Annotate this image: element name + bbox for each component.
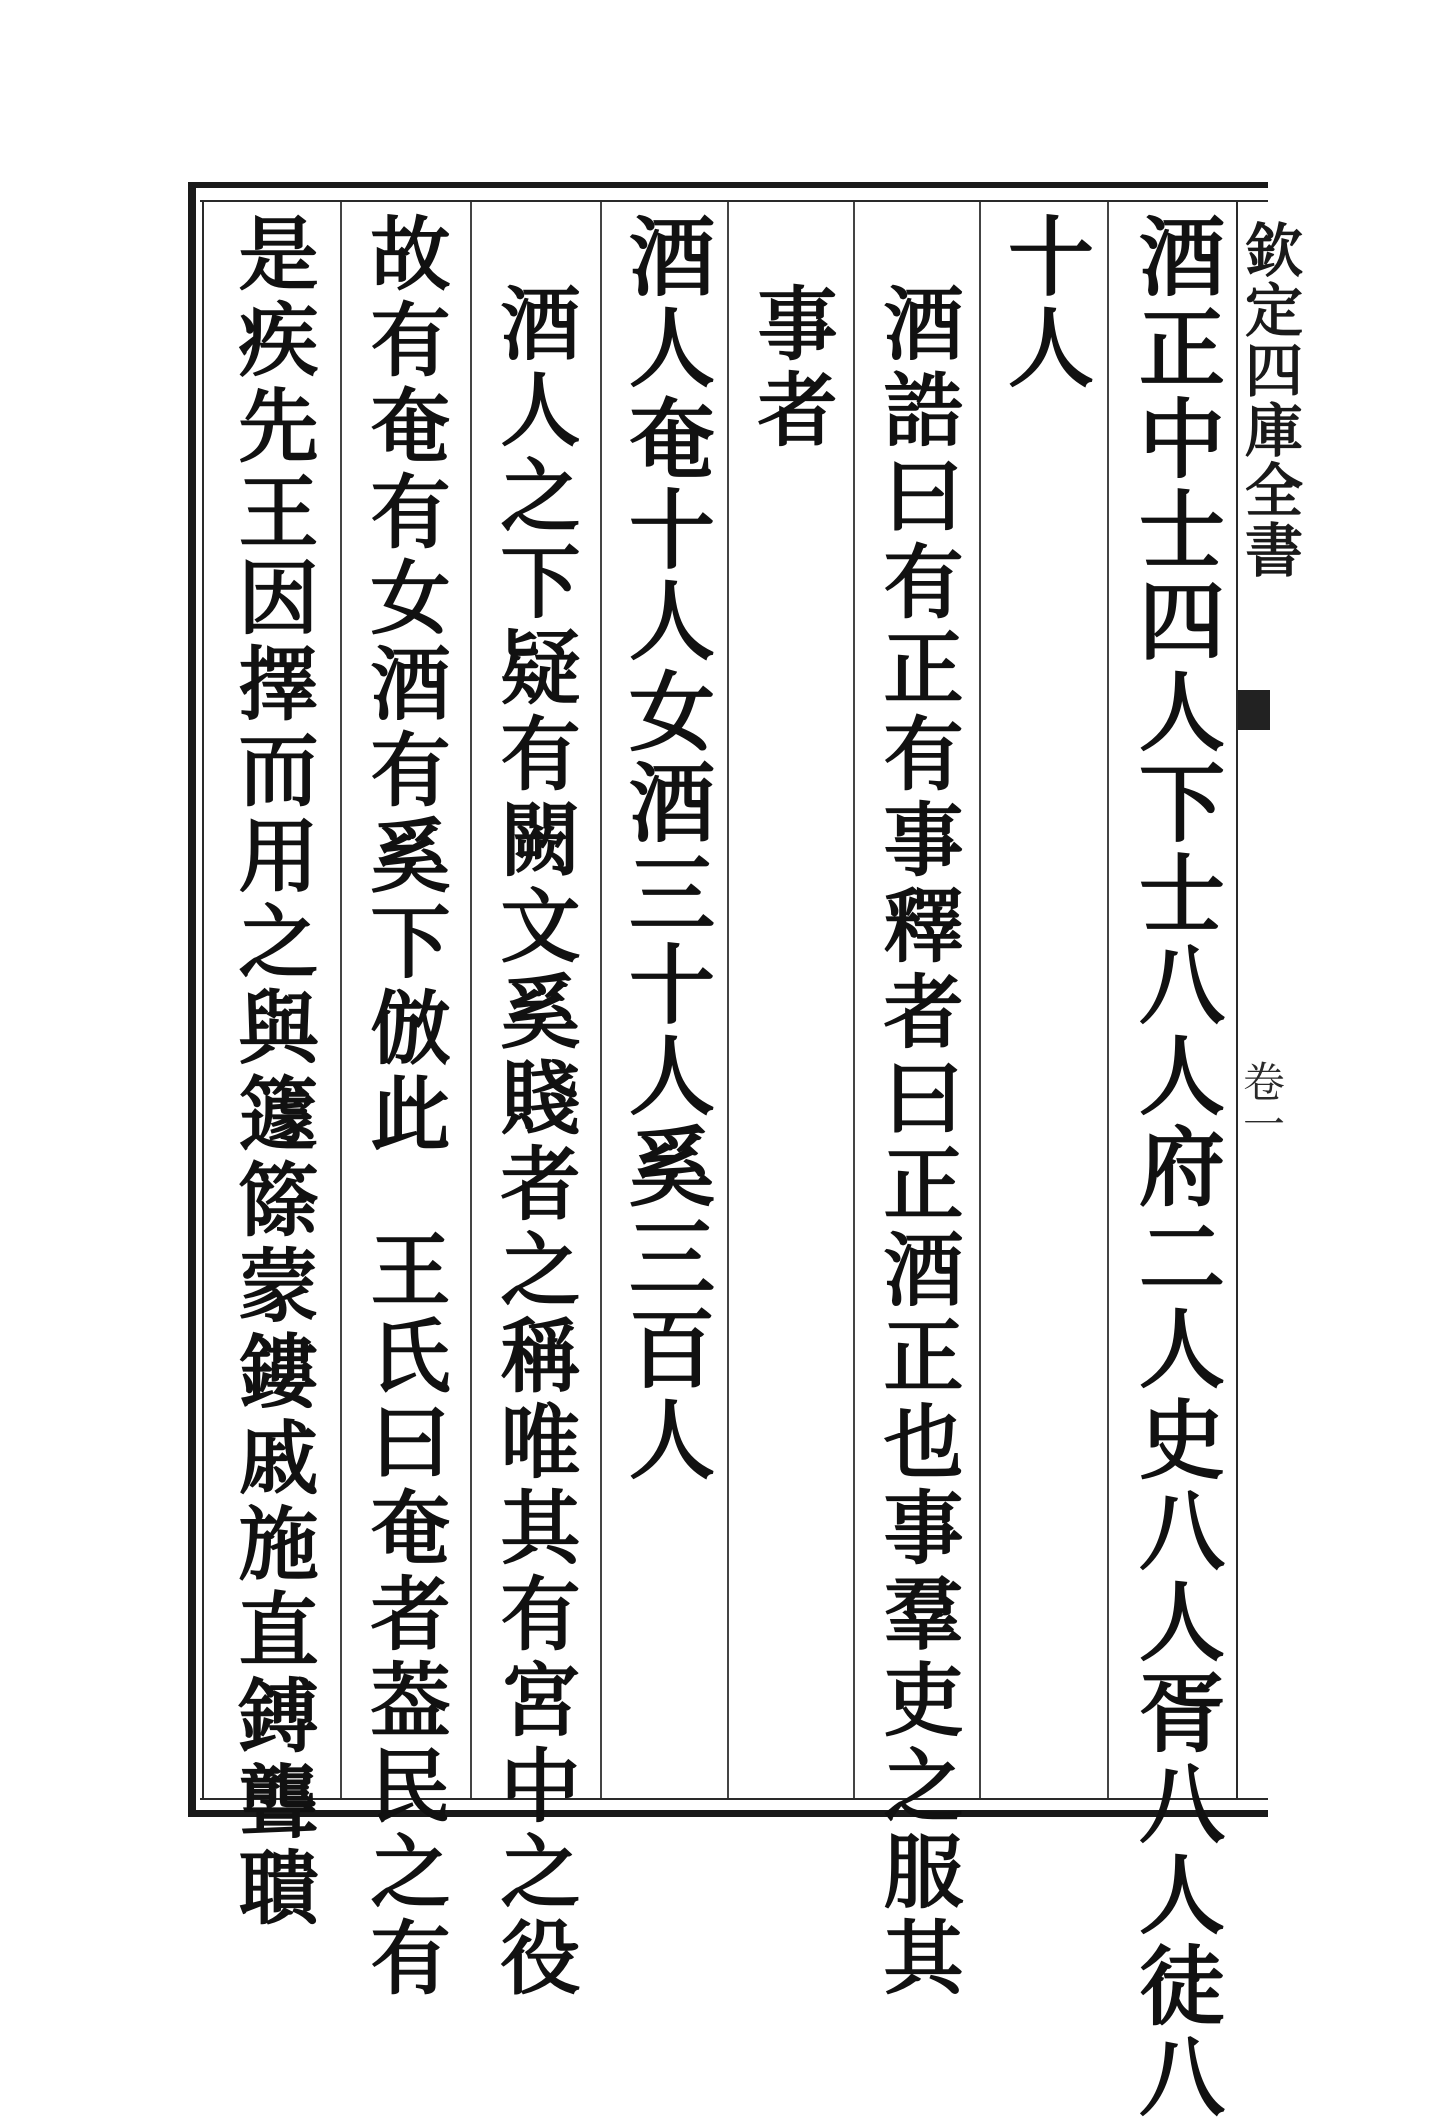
commentary-text: 王氏曰奄者葢民之有 xyxy=(357,1228,451,2002)
column-divider xyxy=(979,202,981,1798)
text-column-5 xyxy=(604,212,724,1802)
text-column-8 xyxy=(212,212,332,1932)
commentary-text: 事者 xyxy=(744,282,838,454)
margin-book-title: 欽定四庫全書 xyxy=(1235,220,1303,580)
text-column-2 xyxy=(983,212,1103,1802)
column-divider xyxy=(470,202,472,1798)
text-column-6 xyxy=(474,212,594,2002)
text-column-7 xyxy=(344,212,464,2002)
column-divider xyxy=(727,202,729,1798)
column-divider xyxy=(340,202,342,1798)
column-divider xyxy=(853,202,855,1798)
margin-strip xyxy=(1235,200,1303,1800)
main-text: 十人 xyxy=(993,212,1094,394)
column-divider xyxy=(600,202,602,1798)
inner-border-left xyxy=(202,200,204,1800)
text-column-4 xyxy=(731,212,851,1802)
commentary-text: 故有奄有女酒有奚下倣此 xyxy=(357,212,451,1158)
commentary-text: 酒人之下疑有闕文奚賤者之稱唯其有宮中之役 xyxy=(487,282,581,2002)
fishtail-mark xyxy=(1238,690,1270,730)
margin-volume-label: 卷一 xyxy=(1237,1060,1286,1144)
commentary-text: 酒誥曰有正有事釋者曰正酒正也事羣吏之服其 xyxy=(870,282,964,2002)
text-column-3 xyxy=(857,212,977,2002)
main-text: 酒人奄十人女酒三十人奚三百人 xyxy=(614,212,715,1486)
commentary-text: 是疾先王因擇而用之與籧篨蒙鏤戚施直鎛聾聵 xyxy=(225,212,319,1932)
main-text: 酒正中士四人下士八人府二人史八人胥八人徒八 xyxy=(1124,212,1225,2123)
text-column-1 xyxy=(1114,212,1234,2123)
column-divider xyxy=(1107,202,1109,1798)
